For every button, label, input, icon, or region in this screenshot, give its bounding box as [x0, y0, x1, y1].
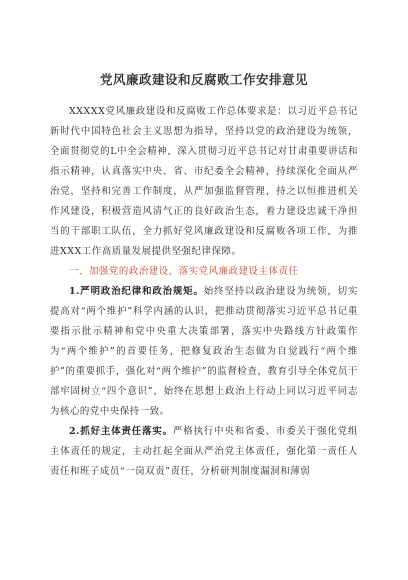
- document-title: 党风廉政建设和反腐败工作安排意见: [99, 72, 308, 87]
- section-heading: 一、加强党的政治建设，落实党风廉政建设主体责任: [69, 266, 299, 277]
- item-1-body: 始终坚持以政治建设为统领，切实提高对“两个维护”科学内涵的认识，把推动贯彻落实习近平总书记重要指示批示精神和党中央重大决策部署，落实中央路线方针政策作为“两个维护”的首要任务，把修复政治生态做为自觉践行“两个维护”的重要抓手，强化对“两个维护”的监督检查，教育引导全体党员干部牢固树立“四个意识”，始终在思想上政治上行动上同以习近平同志为核心的党中央保持一致。: [50, 286, 358, 417]
- item-2-paragraph: [50, 422, 358, 482]
- item-2-body: 严格执行中央和省委、市委关于强化党组主体责任的规定，主动扛起全面从严治党主体责任，强化第一责任人责任和班子成员“一岗双责”责任，分析研判制度漏洞和薄弱: [50, 426, 358, 477]
- item-2-lead: 2.抓好主体责任落实。: [69, 426, 173, 437]
- item-1-lead: 1.严明政治纪律和政治规矩。: [69, 286, 204, 297]
- intro-paragraph: XXXXX党风廉政建设和反腐败工作总体要求是：以习近平总书记新时代中国特色社会主义思想为指导，坚持以党的政治建设为统领，全面贯彻党的L中全会精神，深入贯彻习近平总书记对甘肃重要讲话和指示精神，认真落实中央、省、市纪委全会精神，持续深化全面从严治党，坚持和完善工作制度，从严加强监督管理，持之以恒推进机关作风建设，积极营造风清气正的良好政治生态，着力建设忠诚干净担当的干部职工队伍，全力抓好党风廉政建设和反腐败各项工作，为推进XXX工作高质量发展提供坚强纪律保障。: [50, 106, 358, 257]
- item-1-paragraph: [50, 282, 358, 422]
